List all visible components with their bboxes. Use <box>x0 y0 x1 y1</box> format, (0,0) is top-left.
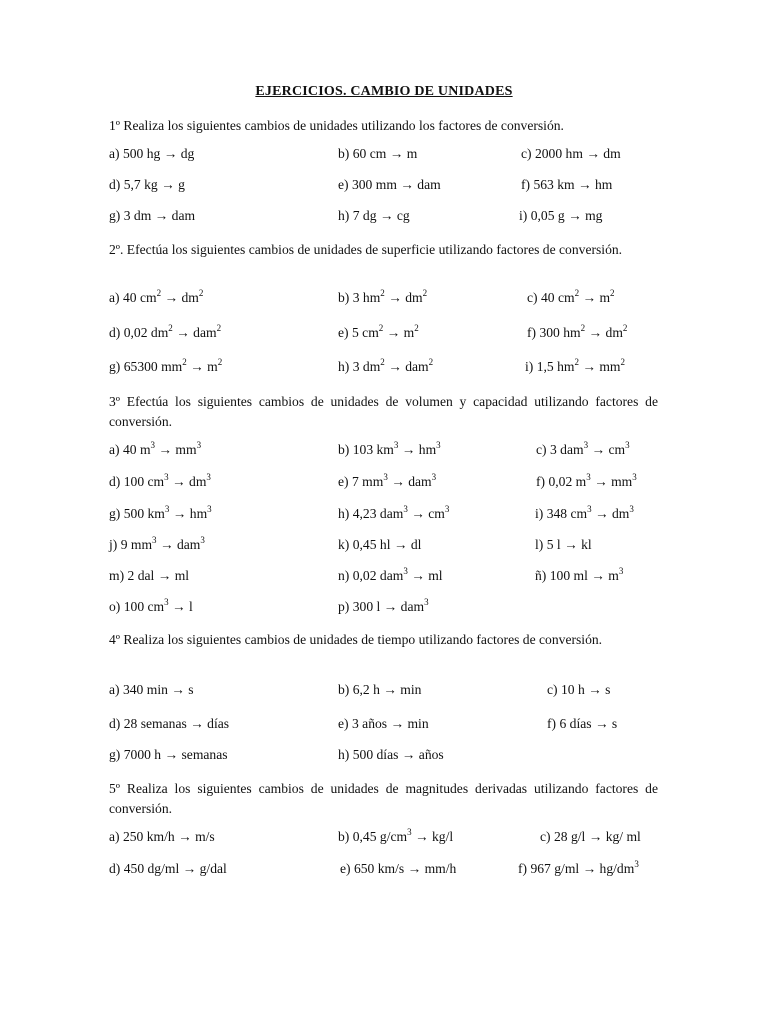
exercise-item <box>338 537 421 553</box>
exercise-item <box>521 146 621 162</box>
exponent: 3 <box>206 472 211 482</box>
exercise-item <box>109 537 205 553</box>
item-text: i) 1,5 hm <box>525 359 575 374</box>
exercise-row <box>0 208 768 230</box>
exercise-item <box>109 747 228 763</box>
exercise-item <box>527 290 615 306</box>
item-text: b) 3 hm <box>338 290 381 305</box>
exercise-item <box>338 474 436 490</box>
exponent: 2 <box>422 288 428 298</box>
item-text: e) 5 cm <box>338 325 379 340</box>
exponent: 3 <box>403 566 408 576</box>
item-text: → hm <box>398 442 437 457</box>
item-text: h) 7 dg → cg <box>338 208 410 223</box>
exercise-item <box>109 208 195 224</box>
exponent: 3 <box>196 440 202 450</box>
item-text: g) 65300 mm <box>109 359 183 374</box>
exponent: 3 <box>150 440 156 450</box>
item-text: ñ) 100 ml → m <box>535 568 619 583</box>
item-text: d) 100 cm <box>109 474 165 489</box>
item-text: c) 2000 hm → dm <box>521 146 621 161</box>
exercise-item <box>518 861 639 877</box>
item-text: → dm <box>161 290 199 305</box>
item-text: a) 40 cm <box>109 290 157 305</box>
exercise-heading: 3º Efectúa los siguientes cambios de unidades de volumen y capacidad utilizando factores de conversión. <box>109 394 658 429</box>
exercise-row <box>0 829 768 851</box>
item-text: h) 500 días → años <box>338 747 444 762</box>
item-text: → cm <box>588 442 626 457</box>
exercise-item <box>547 682 610 698</box>
item-text: → l <box>168 599 193 614</box>
item-text: l) 5 l → kl <box>535 537 592 552</box>
exponent: 2 <box>622 323 628 333</box>
exercise-item <box>109 146 194 162</box>
exercise-row <box>0 474 768 496</box>
item-text: → m <box>383 325 415 340</box>
exercise-item <box>338 506 449 522</box>
exercise-item <box>338 177 441 193</box>
exponent: 2 <box>156 288 162 298</box>
exercise-heading: 4º Realiza los siguientes cambios de unidades de tiempo utilizando factores de conversión. <box>109 632 603 647</box>
exponent: 2 <box>610 288 615 298</box>
exponent: 3 <box>431 472 437 482</box>
exercise-item <box>525 359 625 375</box>
exercise-row <box>0 506 768 528</box>
exercise-item <box>340 861 456 877</box>
item-text: a) 500 hg → dg <box>109 146 195 161</box>
exercise-item <box>109 861 227 877</box>
item-text: f) 6 días → s <box>547 716 618 731</box>
exercise-row <box>0 290 768 312</box>
exercise-row <box>0 568 768 590</box>
item-text: e) 650 km/s → mm/h <box>340 861 457 876</box>
item-text: → ml <box>407 568 443 583</box>
exercise-item <box>519 208 602 224</box>
exponent: 2 <box>168 323 173 333</box>
item-text: e) 3 años → min <box>338 716 429 731</box>
exercise-item <box>338 599 429 615</box>
item-text: → dm <box>591 506 630 521</box>
item-text: h) 4,23 dam <box>338 506 404 521</box>
exponent: 2 <box>580 323 586 333</box>
item-text: o) 100 cm <box>109 599 165 614</box>
exercise-item <box>536 474 637 490</box>
item-text: → dam <box>387 474 432 489</box>
item-text: g) 3 dm → dam <box>109 208 196 223</box>
exponent: 3 <box>436 440 441 450</box>
item-text: b) 60 cm → m <box>338 146 418 161</box>
exponent: 3 <box>152 535 157 545</box>
exercise-item <box>109 568 189 584</box>
exercise-row <box>0 146 768 168</box>
item-text: → cm <box>407 506 445 521</box>
item-text: f) 0,02 m <box>536 474 587 489</box>
item-text: j) 9 mm <box>109 537 153 552</box>
exercise-item <box>338 359 433 375</box>
item-text: → dm <box>384 290 423 305</box>
exponent: 3 <box>164 597 169 607</box>
item-text: m) 2 dal → ml <box>109 568 190 583</box>
item-text: → kg/l <box>411 829 454 844</box>
exercise-row <box>0 747 768 769</box>
exponent: 3 <box>164 472 169 482</box>
exponent: 3 <box>424 597 429 607</box>
exercise-item <box>521 177 612 193</box>
item-text: → m <box>186 359 218 374</box>
item-text: h) 3 dm <box>338 359 381 374</box>
item-text: → dm <box>585 325 623 340</box>
item-text: n) 0,02 dam <box>338 568 404 583</box>
item-text: g) 500 km <box>109 506 165 521</box>
page-title: EJERCICIOS. CAMBIO DE UNIDADES <box>255 84 513 99</box>
exercise-row <box>0 325 768 347</box>
item-text: a) 250 km/h → m/s <box>109 829 215 844</box>
item-text: a) 40 m <box>109 442 151 457</box>
item-text: k) 0,45 hl → dl <box>338 537 422 552</box>
item-text: e) 7 mm <box>338 474 384 489</box>
item-text: b) 103 km <box>338 442 394 457</box>
item-text: f) 967 g/ml → hg/dm <box>518 861 635 876</box>
item-text: → mm <box>155 442 197 457</box>
exponent: 2 <box>198 288 204 298</box>
item-text: d) 450 dg/ml → g/dal <box>109 861 227 876</box>
exponent: 3 <box>383 472 388 482</box>
item-text: i) 0,05 g → mg <box>519 208 603 223</box>
item-text: b) 6,2 h → min <box>338 682 422 697</box>
exponent: 3 <box>586 472 591 482</box>
exercise-heading: 5º Realiza los siguientes cambios de unidades de magnitudes derivadas utilizando factores de conversión. <box>109 781 658 816</box>
exercise-item <box>338 682 421 698</box>
item-text: c) 28 g/l → kg/ ml <box>540 829 641 844</box>
item-text: → mm <box>578 359 621 374</box>
exponent: 3 <box>164 504 170 514</box>
item-text: c) 10 h → s <box>547 682 611 697</box>
exercise-item <box>109 290 203 306</box>
exercise-item <box>338 325 419 341</box>
item-text: d) 28 semanas → días <box>109 716 230 731</box>
item-text: d) 5,7 kg → g <box>109 177 185 192</box>
item-text: → dam <box>384 359 429 374</box>
exponent: 2 <box>217 357 223 367</box>
item-text: → m <box>579 290 611 305</box>
exercise-row <box>0 716 768 738</box>
exponent: 3 <box>632 472 637 482</box>
exponent: 2 <box>216 323 222 333</box>
exponent: 2 <box>574 357 579 367</box>
exercise-item <box>547 716 617 732</box>
exercise-item <box>109 359 222 375</box>
exponent: 3 <box>207 504 212 514</box>
exercise-item <box>540 829 641 845</box>
exercise-item <box>535 568 623 584</box>
exercise-item <box>527 325 627 341</box>
item-text: i) 348 cm <box>535 506 588 521</box>
exponent: 3 <box>200 535 205 545</box>
item-text: → dam <box>156 537 201 552</box>
exercise-item <box>109 474 211 490</box>
item-text: f) 563 km → hm <box>521 177 613 192</box>
exponent: 3 <box>629 504 634 514</box>
exercise-item <box>338 829 453 845</box>
exercise-row <box>0 177 768 199</box>
exercise-row <box>0 537 768 559</box>
exercise-item <box>109 599 193 615</box>
item-text: c) 40 cm <box>527 290 575 305</box>
exponent: 3 <box>393 440 399 450</box>
exercise-row <box>0 682 768 704</box>
exercise-item <box>338 716 429 732</box>
exponent: 2 <box>620 357 626 367</box>
exponent: 3 <box>634 859 639 869</box>
exponent: 2 <box>380 357 385 367</box>
exponent: 2 <box>414 323 419 333</box>
exercise-item <box>109 716 229 732</box>
exercise-item <box>535 537 592 553</box>
item-text: a) 340 min → s <box>109 682 194 697</box>
exercise-item <box>535 506 634 522</box>
exponent: 3 <box>583 440 589 450</box>
exercise-heading: 1º Realiza los siguientes cambios de unidades utilizando los factores de conversión. <box>109 118 564 133</box>
item-text: → dam <box>172 325 217 340</box>
exponent: 3 <box>407 827 412 837</box>
item-text: → dm <box>168 474 207 489</box>
exponent: 3 <box>444 504 450 514</box>
exercise-item <box>109 177 185 193</box>
exponent: 3 <box>587 504 592 514</box>
exercise-item <box>109 506 212 522</box>
item-text: g) 7000 h → semanas <box>109 747 228 762</box>
exercise-row <box>0 599 768 621</box>
exercise-row <box>0 359 768 381</box>
exponent: 2 <box>378 323 384 333</box>
exercise-item <box>338 442 441 458</box>
exercise-item <box>109 442 201 458</box>
exercise-item <box>338 568 443 584</box>
item-text: f) 300 hm <box>527 325 581 340</box>
item-text: c) 3 dam <box>536 442 584 457</box>
exponent: 2 <box>182 357 187 367</box>
item-text: b) 0,45 g/cm <box>338 829 408 844</box>
exercise-item <box>109 682 194 698</box>
exercise-row <box>0 442 768 464</box>
item-text: e) 300 mm → dam <box>338 177 441 192</box>
exercise-heading: 2º. Efectúa los siguientes cambios de unidades de superficie utilizando factores de conversión. <box>109 242 623 257</box>
exponent: 3 <box>403 504 408 514</box>
exercise-item <box>109 829 215 845</box>
exponent: 2 <box>574 288 580 298</box>
exponent: 3 <box>625 440 630 450</box>
exercise-item <box>109 325 221 341</box>
exponent: 2 <box>428 357 434 367</box>
exercise-item <box>338 208 410 224</box>
exercise-item <box>338 290 427 306</box>
exercise-item <box>536 442 630 458</box>
item-text: d) 0,02 dm <box>109 325 169 340</box>
exponent: 2 <box>380 288 385 298</box>
item-text: → mm <box>590 474 633 489</box>
exercise-item <box>338 747 444 763</box>
item-text: → hm <box>169 506 208 521</box>
item-text: p) 300 l → dam <box>338 599 425 614</box>
exponent: 3 <box>618 566 624 576</box>
exercise-item <box>338 146 417 162</box>
exercise-row <box>0 861 768 883</box>
